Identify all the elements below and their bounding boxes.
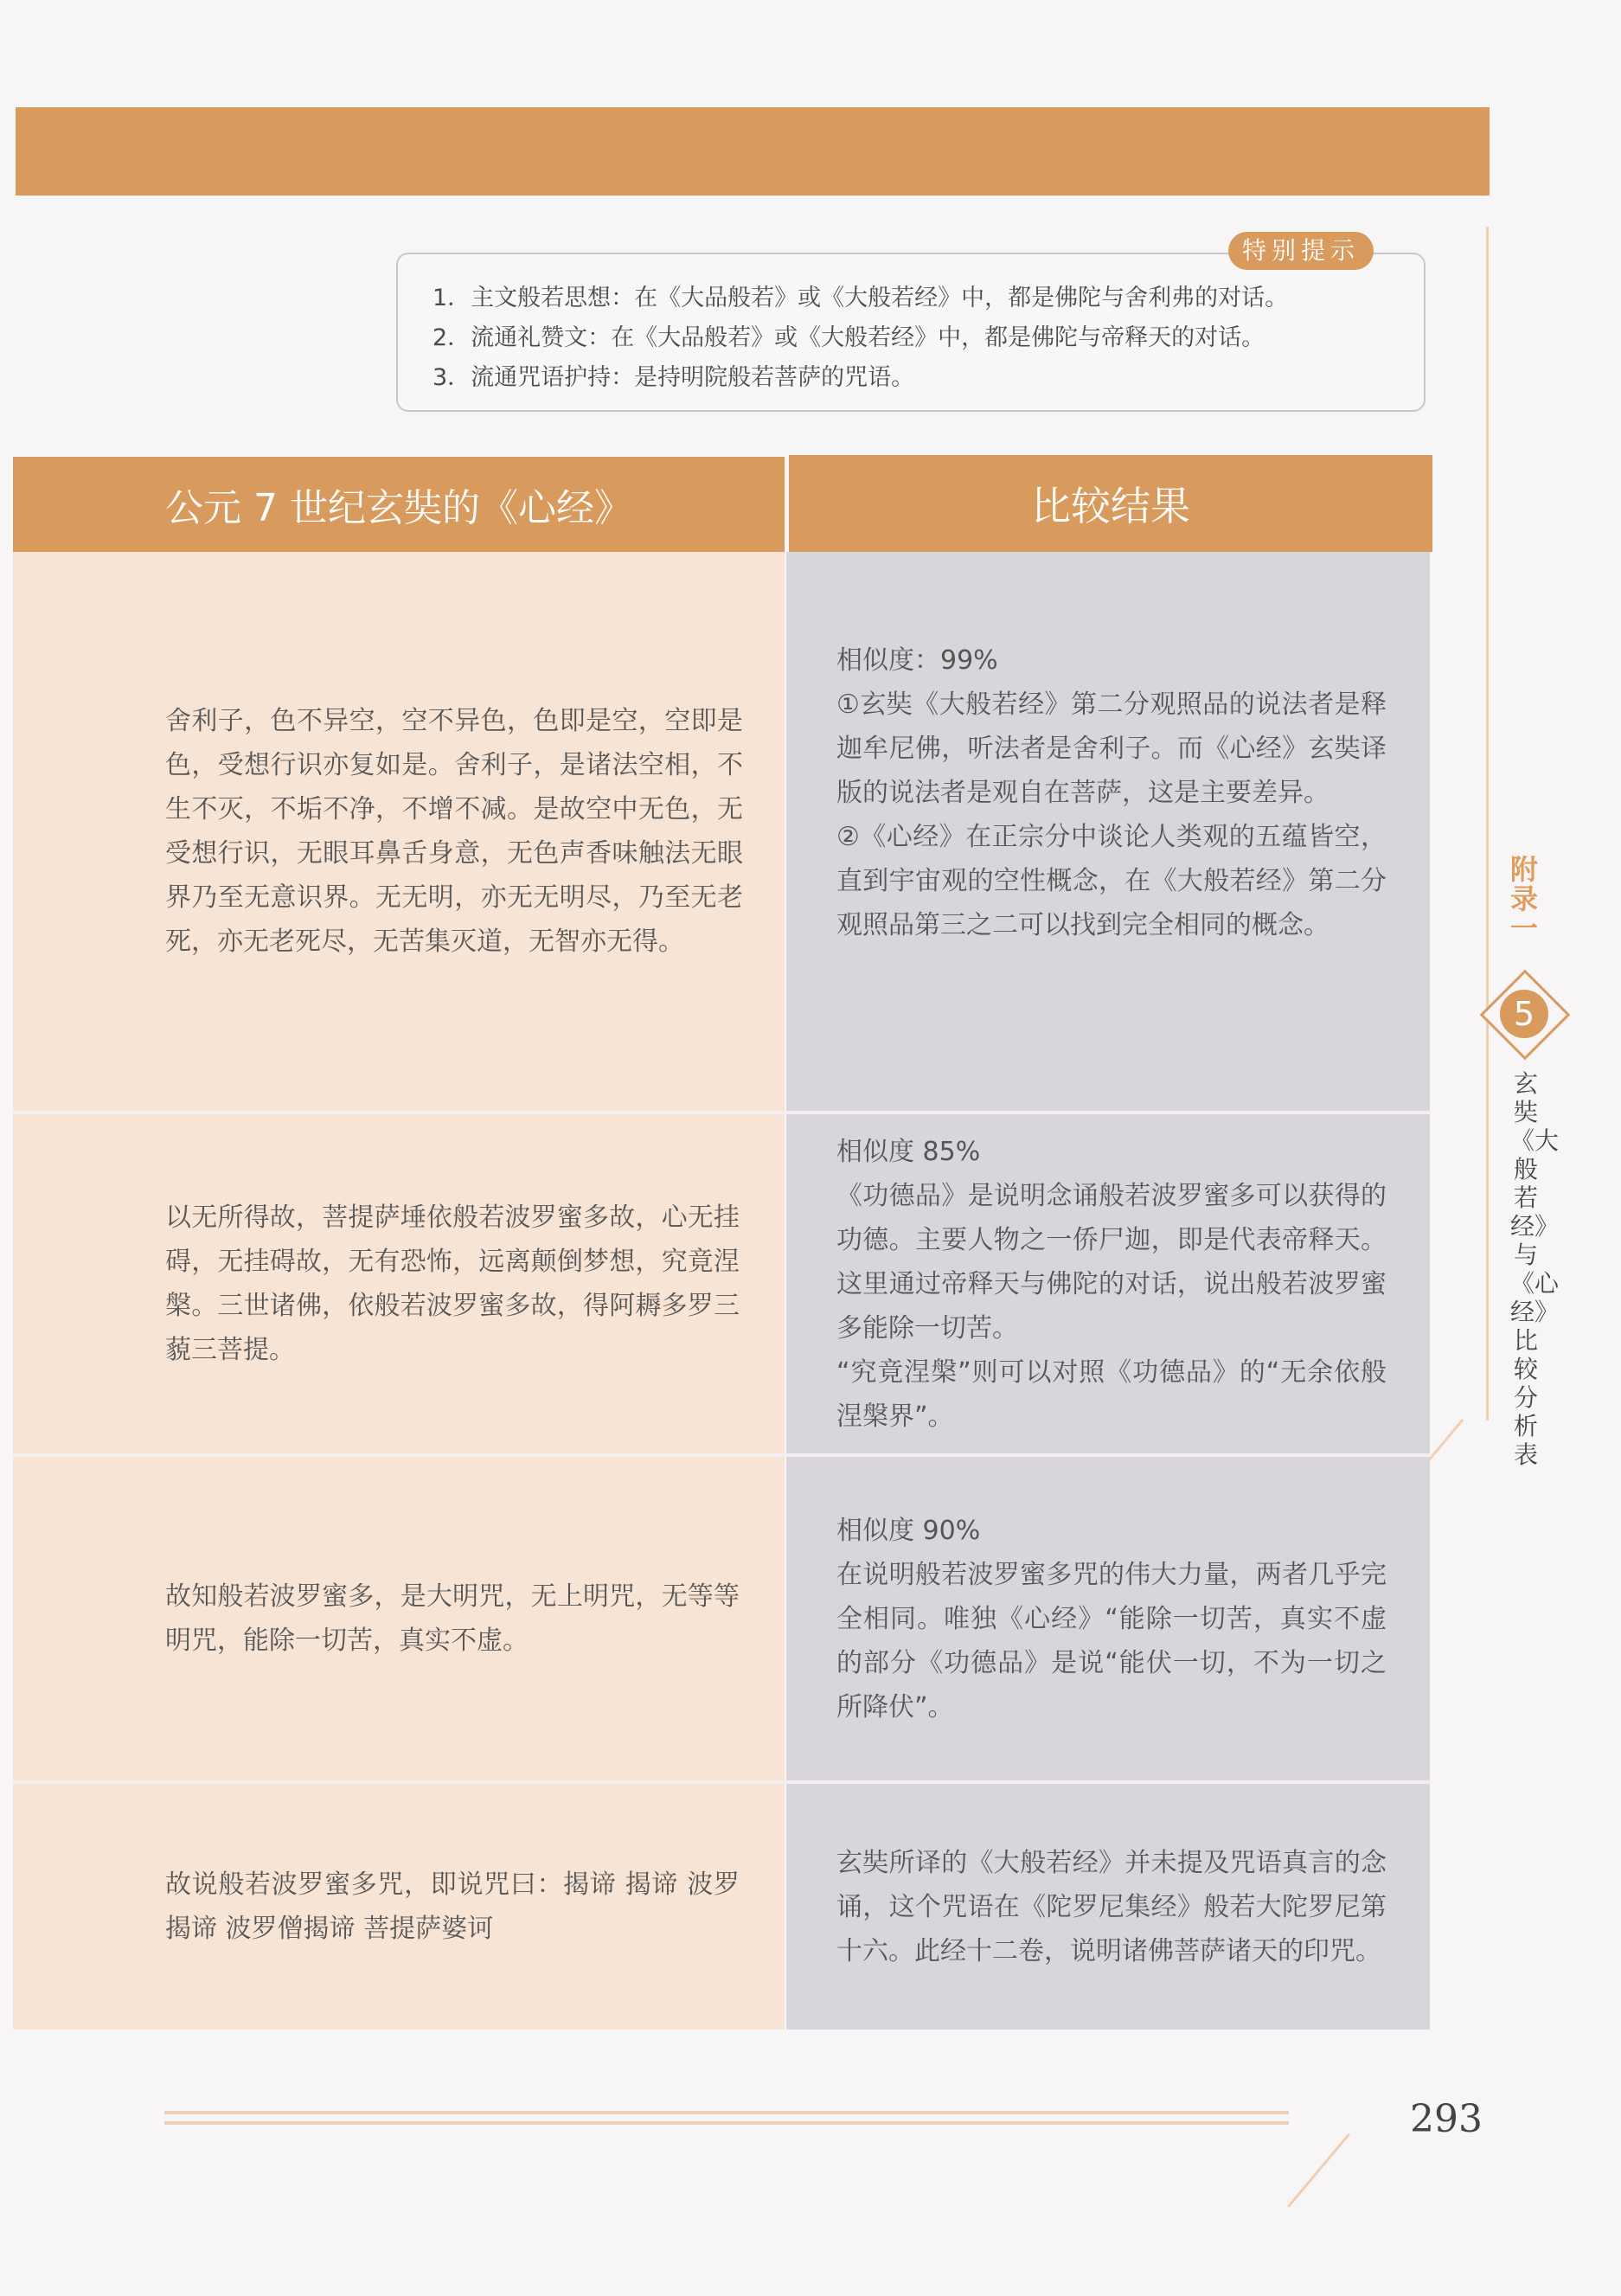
- table-cell-left: [13, 1784, 785, 2030]
- result-paragraph: 在说明般若波罗蜜多咒的伟大力量，两者几乎完全相同。唯独《心经》“能除一切苦，真实不虚的部分《功德品》是说“能伏一切，不为一切之所降伏”。: [836, 1559, 1387, 1722]
- table-cell-left: [13, 1114, 785, 1453]
- sutra-text: 故知般若波罗蜜多，是大明咒，无上明咒，无等等明咒，能除一切苦，真实不虚。: [165, 1581, 740, 1656]
- comparison-result: [836, 1841, 1387, 1973]
- similarity-label: 相似度 90%: [836, 1515, 981, 1546]
- sutra-text: 以无所得故，菩提萨埵依般若波罗蜜多故，心无挂碍，无挂碍故，无有恐怖，远离颠倒梦想，究竟涅槃。三世诸佛，依般若波罗蜜多故，得阿耨多罗三藐三菩提。: [165, 1203, 740, 1365]
- result-paragraph: 《功德品》是说明念诵般若波罗蜜多可以获得的功德。主要人物之一侨尸迦，即是代表帝释天。这里通过帝释天与佛陀的对话，说出般若波罗蜜多能除一切苦。: [836, 1180, 1387, 1344]
- section-label: 附录一: [1509, 853, 1538, 945]
- comparison-result: [836, 1509, 1387, 1729]
- result-paragraph: 玄奘所译的《大般若经》并未提及咒语真言的念诵，这个咒语在《陀罗尼集经》般若大陀罗尼第十六。此经十二卷，说明诸佛菩萨诸天的印咒。: [836, 1847, 1387, 1966]
- sutra-text: 舍利子，色不异空，空不异色，色即是空，空即是色，受想行识亦复如是。舍利子，是诸法空相，不生不灭，不垢不净，不增不减。是故空中无色，无受想行识，无眼耳鼻舌身意，无色声香味触法无眼界乃至无意识界。无无明，亦无无明尽，乃至无老死，亦无老死尽，无苦集灭道，无智亦无得。: [165, 706, 743, 957]
- similarity-label: 相似度 85%: [836, 1136, 981, 1167]
- page-number: 293: [1410, 2097, 1483, 2141]
- margin-rule: [1486, 227, 1489, 1421]
- result-paragraph: ②《心经》在正宗分中谈论人类观的五蕴皆空，直到宇宙观的空性概念，在《大般若经》第二分观照品第三之二可以找到完全相同的概念。: [836, 821, 1387, 940]
- table-header-right: 比较结果: [789, 455, 1432, 552]
- footer-rule: [164, 2111, 1289, 2114]
- footer-rule-diagonal: [1287, 2133, 1350, 2208]
- comparison-result: [836, 638, 1387, 947]
- footer-rule: [164, 2121, 1289, 2125]
- table-cell-right: [786, 1784, 1430, 2030]
- notice-item: 3．流通咒语护持：是持明院般若菩萨的咒语。: [432, 364, 915, 391]
- chapter-number: 5: [1500, 990, 1548, 1038]
- similarity-label: 相似度：99%: [836, 645, 998, 676]
- header-band: [16, 107, 1490, 196]
- notice-tag: 特别提示: [1228, 232, 1374, 270]
- table-cell-right: [786, 1457, 1430, 1780]
- result-paragraph: “究竟涅槃”则可以对照《功德品》的“无余依般涅槃界”。: [836, 1356, 1387, 1432]
- table-cell-left: [13, 1457, 785, 1780]
- notice-list: [432, 279, 1410, 398]
- chapter-title: 玄奘《大般若经》与《心经》比较分析表: [1510, 1069, 1560, 1469]
- sutra-text: 故说般若波罗蜜多咒，即说咒曰：揭谛 揭谛 波罗揭谛 波罗僧揭谛 菩提萨婆诃: [165, 1870, 740, 1944]
- notice-item: 1．主文般若思想：在《大品般若》或《大般若经》中，都是佛陀与舍利弗的对话。: [432, 285, 1289, 311]
- result-paragraph: ①玄奘《大般若经》第二分观照品的说法者是释迦牟尼佛，听法者是舍利子。而《心经》玄奘译版的说法者是观自在菩萨，这是主要差异。: [836, 689, 1387, 808]
- table-header-left: 公元 7 世纪玄奘的《心经》: [13, 457, 785, 552]
- notice-item: 2．流通礼赞文：在《大品般若》或《大般若经》中，都是佛陀与帝释天的对话。: [432, 324, 1265, 351]
- table-cell-right: [786, 1114, 1430, 1453]
- table-cell-left: [13, 552, 785, 1111]
- table-cell-right: [786, 552, 1430, 1111]
- comparison-result: [836, 1130, 1387, 1439]
